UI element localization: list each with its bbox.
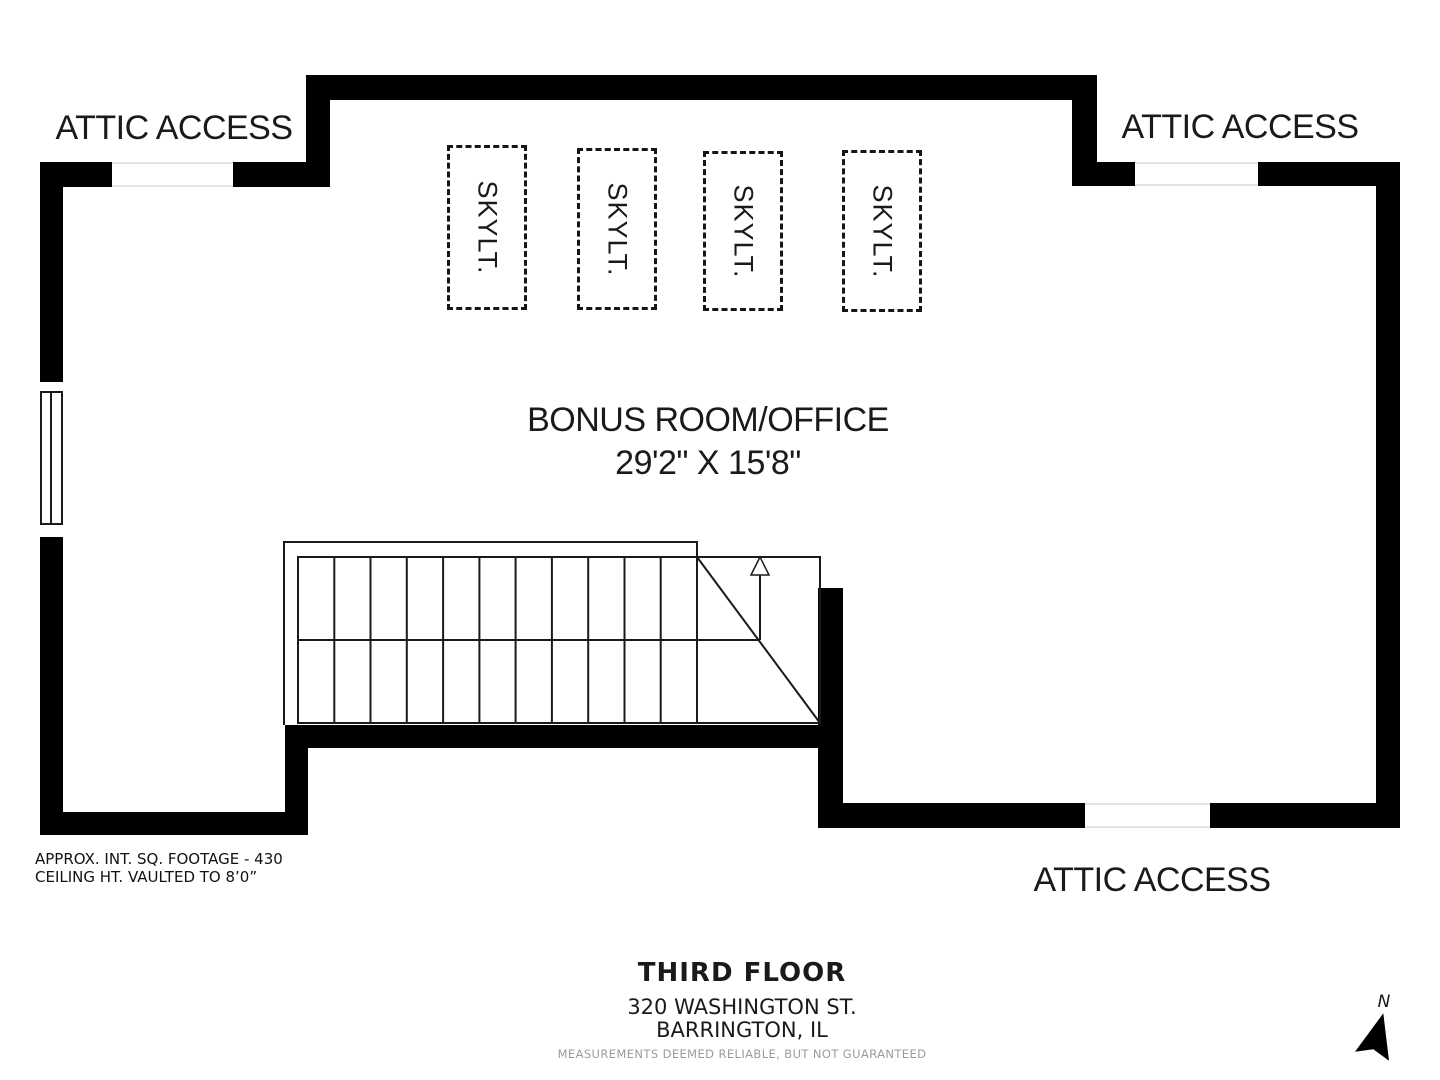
attic-opening-bottom-edge-a — [1085, 803, 1210, 805]
room-dimensions: 29'2" X 15'8" — [615, 444, 801, 482]
note-ceiling-height: CEILING HT. VAULTED TO 8’0” — [35, 867, 258, 886]
north-label: N — [1377, 992, 1391, 1012]
window-frame-mid — [50, 391, 52, 525]
attic-opening-top-right-edge-a — [1135, 162, 1258, 164]
address-line2: BARRINGTON, IL — [656, 1018, 828, 1042]
north-arrow-icon — [1340, 990, 1400, 1070]
skylight-3 — [703, 151, 783, 311]
stair-direction-arrow-head — [751, 557, 769, 575]
wall-left-lower — [40, 537, 63, 835]
wall-left-upper — [40, 162, 63, 382]
staircase — [283, 541, 823, 726]
wall-bottom-left — [40, 812, 308, 835]
skylight-1 — [447, 145, 527, 310]
skylight-2 — [577, 148, 657, 310]
wall-top-left-a — [40, 162, 112, 187]
wall-stair-bottom — [285, 725, 843, 748]
attic-opening-top-right-edge-b — [1135, 184, 1258, 186]
attic-access-label-top-left: ATTIC ACCESS — [55, 109, 293, 147]
skylight-2-label: SKYLT. — [602, 181, 633, 277]
skylight-1-label: SKYLT. — [472, 180, 503, 275]
window-frame-right — [61, 391, 63, 525]
attic-access-label-bottom: ATTIC ACCESS — [1033, 861, 1271, 899]
note-square-footage: APPROX. INT. SQ. FOOTAGE - 430 — [35, 850, 283, 868]
wall-top-right-a — [1072, 162, 1135, 186]
attic-opening-top-left-edge-a — [112, 162, 233, 164]
attic-access-label-top-right: ATTIC ACCESS — [1121, 108, 1359, 146]
window-frame-left — [40, 391, 42, 525]
attic-opening-top-left-edge-b — [112, 185, 233, 187]
stair-landing-outline — [284, 542, 697, 725]
wall-bottom-right-b — [1210, 803, 1400, 828]
disclaimer: MEASUREMENTS DEEMED RELIABLE, BUT NOT GUARANTEED — [557, 1047, 927, 1061]
attic-opening-bottom-edge-b — [1085, 826, 1210, 828]
plan-notes — [35, 851, 283, 886]
skylight-4-label: SKYLT. — [867, 183, 898, 279]
wall-bottom-right-a — [818, 803, 1085, 828]
wall-right — [1376, 162, 1400, 828]
floor-title: THIRD FLOOR — [637, 958, 847, 988]
skylight-4 — [842, 150, 922, 312]
skylight-3-label: SKYLT. — [728, 183, 759, 279]
room-name: BONUS ROOM/OFFICE — [527, 401, 889, 439]
wall-top — [306, 75, 1097, 100]
address-line1: 320 WASHINGTON ST. — [627, 995, 857, 1019]
